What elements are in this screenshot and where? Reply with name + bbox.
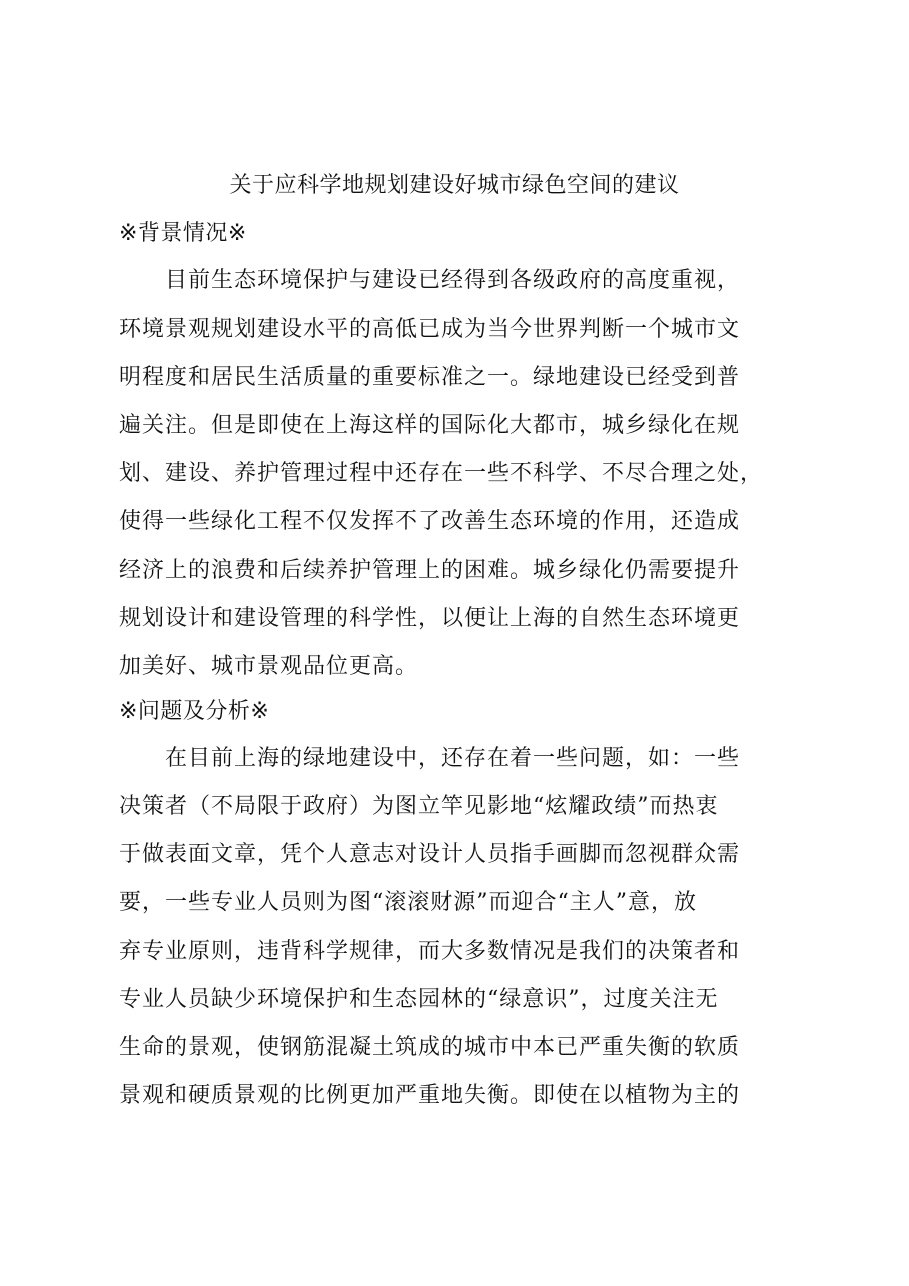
- paragraph-line: 在目前上海的绿地建设中，还存在着一些问题，如：一些: [119, 746, 741, 771]
- paragraph-line: 景观和硬质景观的比例更加严重地失衡。即使在以植物为主的: [119, 1083, 741, 1108]
- paragraph-line: 明程度和居民生活质量的重要标准之一。绿地建设已经受到普: [119, 365, 741, 390]
- paragraph-line: 使得一些绿化工程不仅发挥不了改善生态环境的作用，还造成: [119, 509, 741, 534]
- paragraph-line: 决策者（不局限于政府）为图立竿见影地“炫耀政绩”而热衷: [119, 794, 719, 819]
- paragraph-line: 经济上的浪费和后续养护管理上的困难。城乡绿化仍需要提升: [119, 558, 741, 583]
- paragraph-line: 遍关注。但是即使在上海这样的国际化大都市，城乡绿化在规: [119, 413, 741, 438]
- paragraph-line: 环境景观规划建设水平的高低已成为当今世界判断一个城市文: [119, 317, 741, 342]
- paragraph-line: 加美好、城市景观品位更高。: [119, 654, 419, 679]
- paragraph-line: 于做表面文章，凭个人意志对设计人员指手画脚而忽视群众需: [119, 842, 741, 867]
- paragraph-line: 划、建设、养护管理过程中还存在一些不科学、不尽合理之处，: [119, 461, 764, 486]
- paragraph-line: 生命的景观，使钢筋混凝土筑成的城市中本已严重失衡的软质: [119, 1035, 741, 1060]
- paragraph-line: 规划设计和建设管理的科学性，以便让上海的自然生态环境更: [119, 606, 741, 631]
- section-heading-background: ※背景情况※: [119, 221, 247, 246]
- paragraph-line: 要，一些专业人员则为图“滚滚财源”而迎合“主人”意，放: [119, 890, 697, 915]
- section-heading-problems: ※问题及分析※: [119, 699, 270, 724]
- document-title: 关于应科学地规划建设好城市绿色空间的建议: [229, 173, 680, 198]
- paragraph-line: 目前生态环境保护与建设已经得到各级政府的高度重视，: [119, 268, 741, 293]
- paragraph-line: 专业人员缺少环境保护和生态园林的“绿意识”，过度关注无: [119, 987, 719, 1012]
- paragraph-line: 弃专业原则，违背科学规律，而大多数情况是我们的决策者和: [119, 939, 741, 964]
